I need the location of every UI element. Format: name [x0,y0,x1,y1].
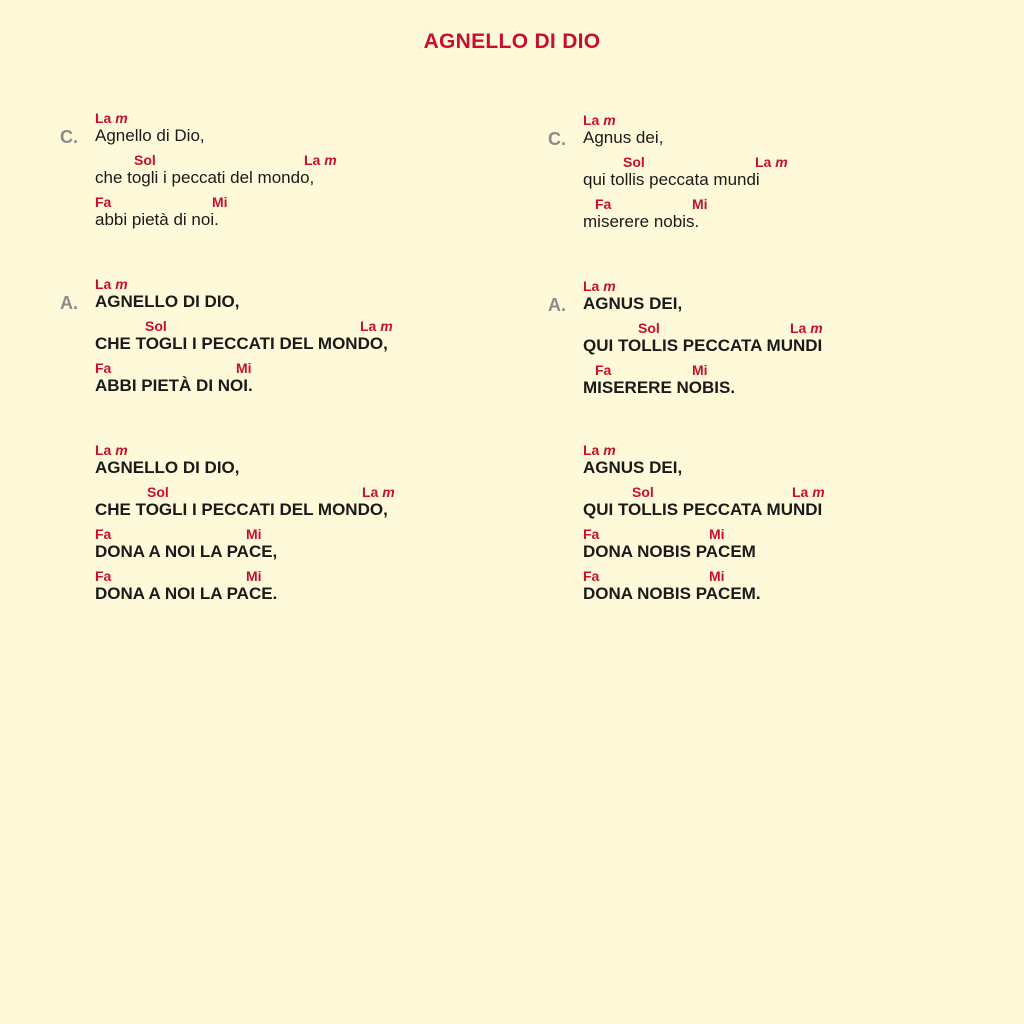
lyric-line [583,112,1003,154]
lyric-text: DONA A NOI LA PACE, [95,542,278,561]
chord: La m [792,484,825,500]
lyric-line [583,196,1003,238]
lyric-line [95,360,515,402]
lyric-text: che togli i peccati del mondo, [95,168,315,187]
chord: Fa [595,196,612,212]
speaker-label: A. [60,293,78,313]
lyric-line [583,362,1003,404]
chord: Sol [638,320,660,336]
chord: La m [95,276,128,292]
chord: La m [360,318,393,334]
chord: Fa [583,568,600,584]
page-title: AGNELLO DI DIO [423,30,601,53]
lyric-line [95,318,515,360]
chord: Fa [583,526,600,542]
speaker-label: C. [548,129,566,149]
lyric-text: AGNUS DEI, [583,294,683,313]
chord: Sol [623,154,645,170]
lyric-line [95,194,515,236]
chord: Sol [134,152,156,168]
lyric-line [95,568,515,610]
lyric-line [95,276,515,318]
chord: La m [95,110,128,126]
chord: Mi [692,362,708,378]
chord: Mi [709,526,725,542]
lyric-text: QUI TOLLIS PECCATA MUNDI [583,336,823,355]
lyric-text: MISERERE NOBIS. [583,378,736,397]
chord: Fa [95,568,112,584]
lyric-line [95,152,515,194]
lyric-text: AGNUS DEI, [583,458,683,477]
chord: Mi [212,194,228,210]
lyric-text: DONA NOBIS PACEM [583,542,756,561]
chord: Mi [246,568,262,584]
lyric-text: CHE TOGLI I PECCATI DEL MONDO, [95,334,388,353]
lyric-line [95,110,515,152]
lyric-line [583,154,1003,196]
lyric-line [95,484,515,526]
lyric-line [583,320,1003,362]
lyric-line [583,278,1003,320]
lyric-text: abbi pietà di noi. [95,210,219,229]
chord: La m [304,152,337,168]
lyric-text: miserere nobis. [583,212,700,231]
lyric-text: QUI TOLLIS PECCATA MUNDI [583,500,823,519]
chord: Mi [246,526,262,542]
chord: La m [583,278,616,294]
lyric-text: Agnus dei, [583,128,664,147]
chord: Mi [709,568,725,584]
lyric-text: AGNELLO DI DIO, [95,292,240,311]
chord: La m [583,112,616,128]
chord: La m [790,320,823,336]
lyric-line [583,442,1003,484]
chord: Fa [95,360,112,376]
lyric-line [583,484,1003,526]
chord: La m [362,484,395,500]
chord: Sol [147,484,169,500]
chord: Fa [95,194,112,210]
lyric-text: ABBI PIETÀ DI NOI. [95,376,253,395]
chord: La m [583,442,616,458]
speaker-label: A. [548,295,566,315]
lyric-text: Agnello di Dio, [95,126,205,145]
lyric-text: qui tollis peccata mundi [583,170,760,189]
chord: Sol [145,318,167,334]
chord: Sol [632,484,654,500]
chord: Mi [692,196,708,212]
chord: Fa [95,526,112,542]
chord: La m [755,154,788,170]
lyric-text: DONA A NOI LA PACE. [95,584,278,603]
lyric-text: CHE TOGLI I PECCATI DEL MONDO, [95,500,388,519]
lyric-line [583,526,1003,568]
lyric-line [95,442,515,484]
lyric-text: DONA NOBIS PACEM. [583,584,761,603]
lyric-text: AGNELLO DI DIO, [95,458,240,477]
chord: Fa [595,362,612,378]
lyric-line [95,526,515,568]
chord: La m [95,442,128,458]
lyric-line [583,568,1003,610]
chord: Mi [236,360,252,376]
speaker-label: C. [60,127,78,147]
